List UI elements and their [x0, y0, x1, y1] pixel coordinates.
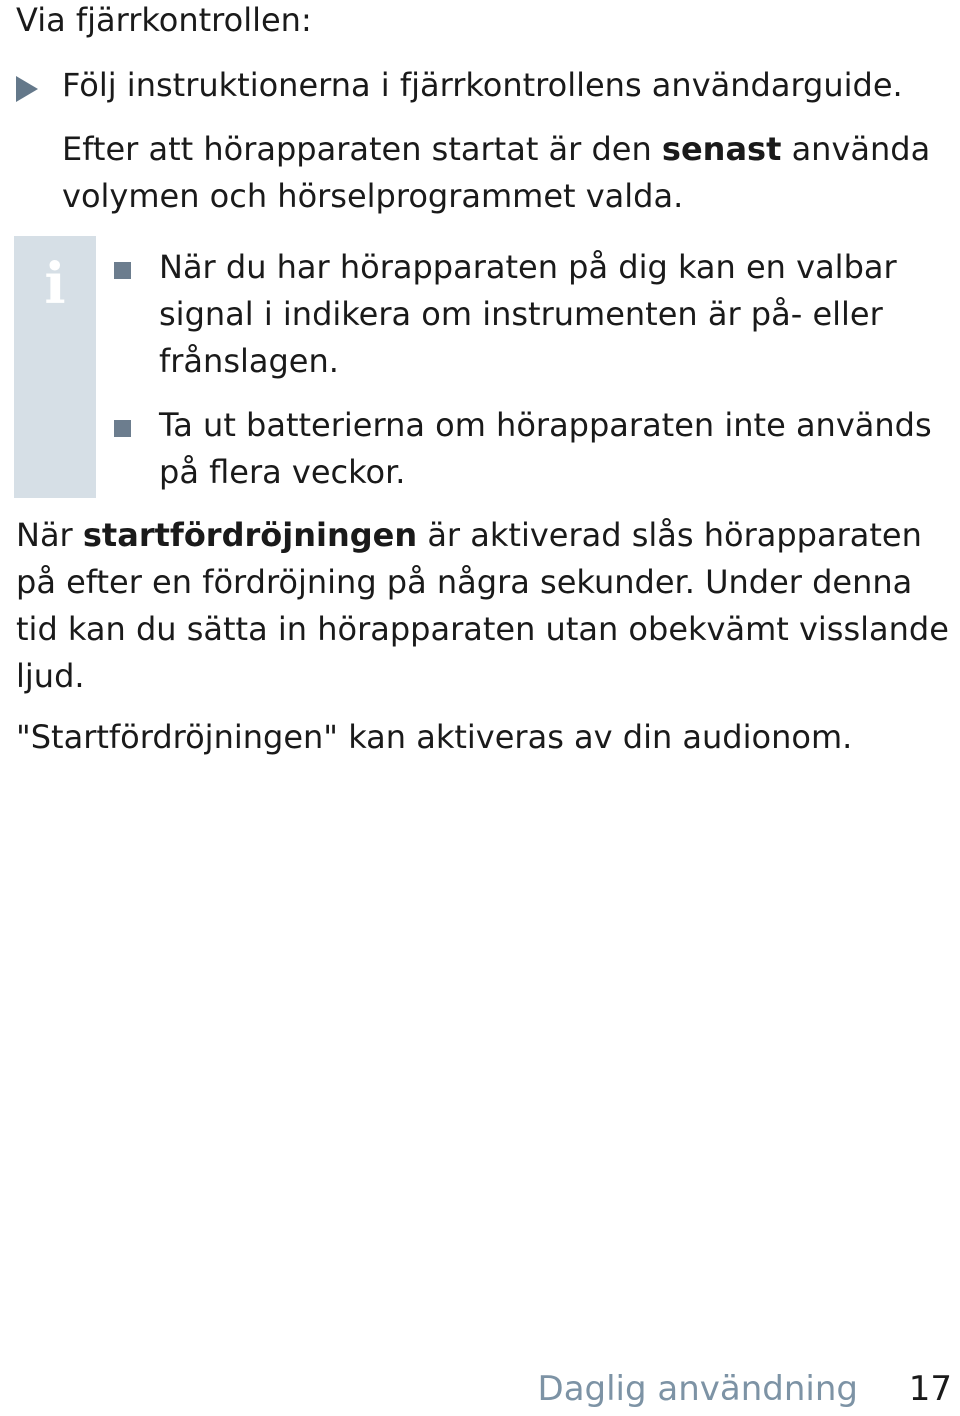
section-heading: Via fjärrkontrollen: [16, 1, 312, 39]
paragraph-text-end: är aktiverad slås hörapparaten på efter en fördröjning på några sekunder. Under denna tid kan du sätta in hörapparaten utan obekvämt visslande ljud. [16, 516, 949, 695]
paragraph-text-start: När [16, 516, 83, 554]
result-text-start: Efter att hörapparaten startat är den [62, 130, 662, 168]
result-text-end: använda volymen och hörselprogrammet valda. [62, 130, 931, 215]
instruction-step-text: Följ instruktionerna i fjärrkontrollens användarguide. [62, 66, 903, 104]
square-bullet-icon [114, 420, 131, 437]
info-box-bar [14, 236, 96, 498]
info-item-text: När du har hörapparaten på dig kan en valbar signal i indikera om instrumenten är på- eller frånslagen. [159, 248, 897, 380]
result-text-bold: senast [661, 130, 782, 168]
page-number: 17 [908, 1369, 952, 1409]
startup-delay-paragraph [16, 512, 951, 700]
audiologist-paragraph: "Startfördröjningen" kan aktiveras av din audionom. [16, 718, 853, 756]
info-item-text: Ta ut batterierna om hörapparaten inte används på flera veckor. [159, 406, 932, 491]
info-icon: i [44, 251, 66, 317]
result-paragraph [62, 126, 942, 220]
arrow-right-icon [16, 76, 38, 102]
square-bullet-icon [114, 262, 131, 279]
paragraph-text-bold: startfördröjningen [82, 516, 418, 554]
footer-section-title: Daglig användning [537, 1369, 858, 1409]
